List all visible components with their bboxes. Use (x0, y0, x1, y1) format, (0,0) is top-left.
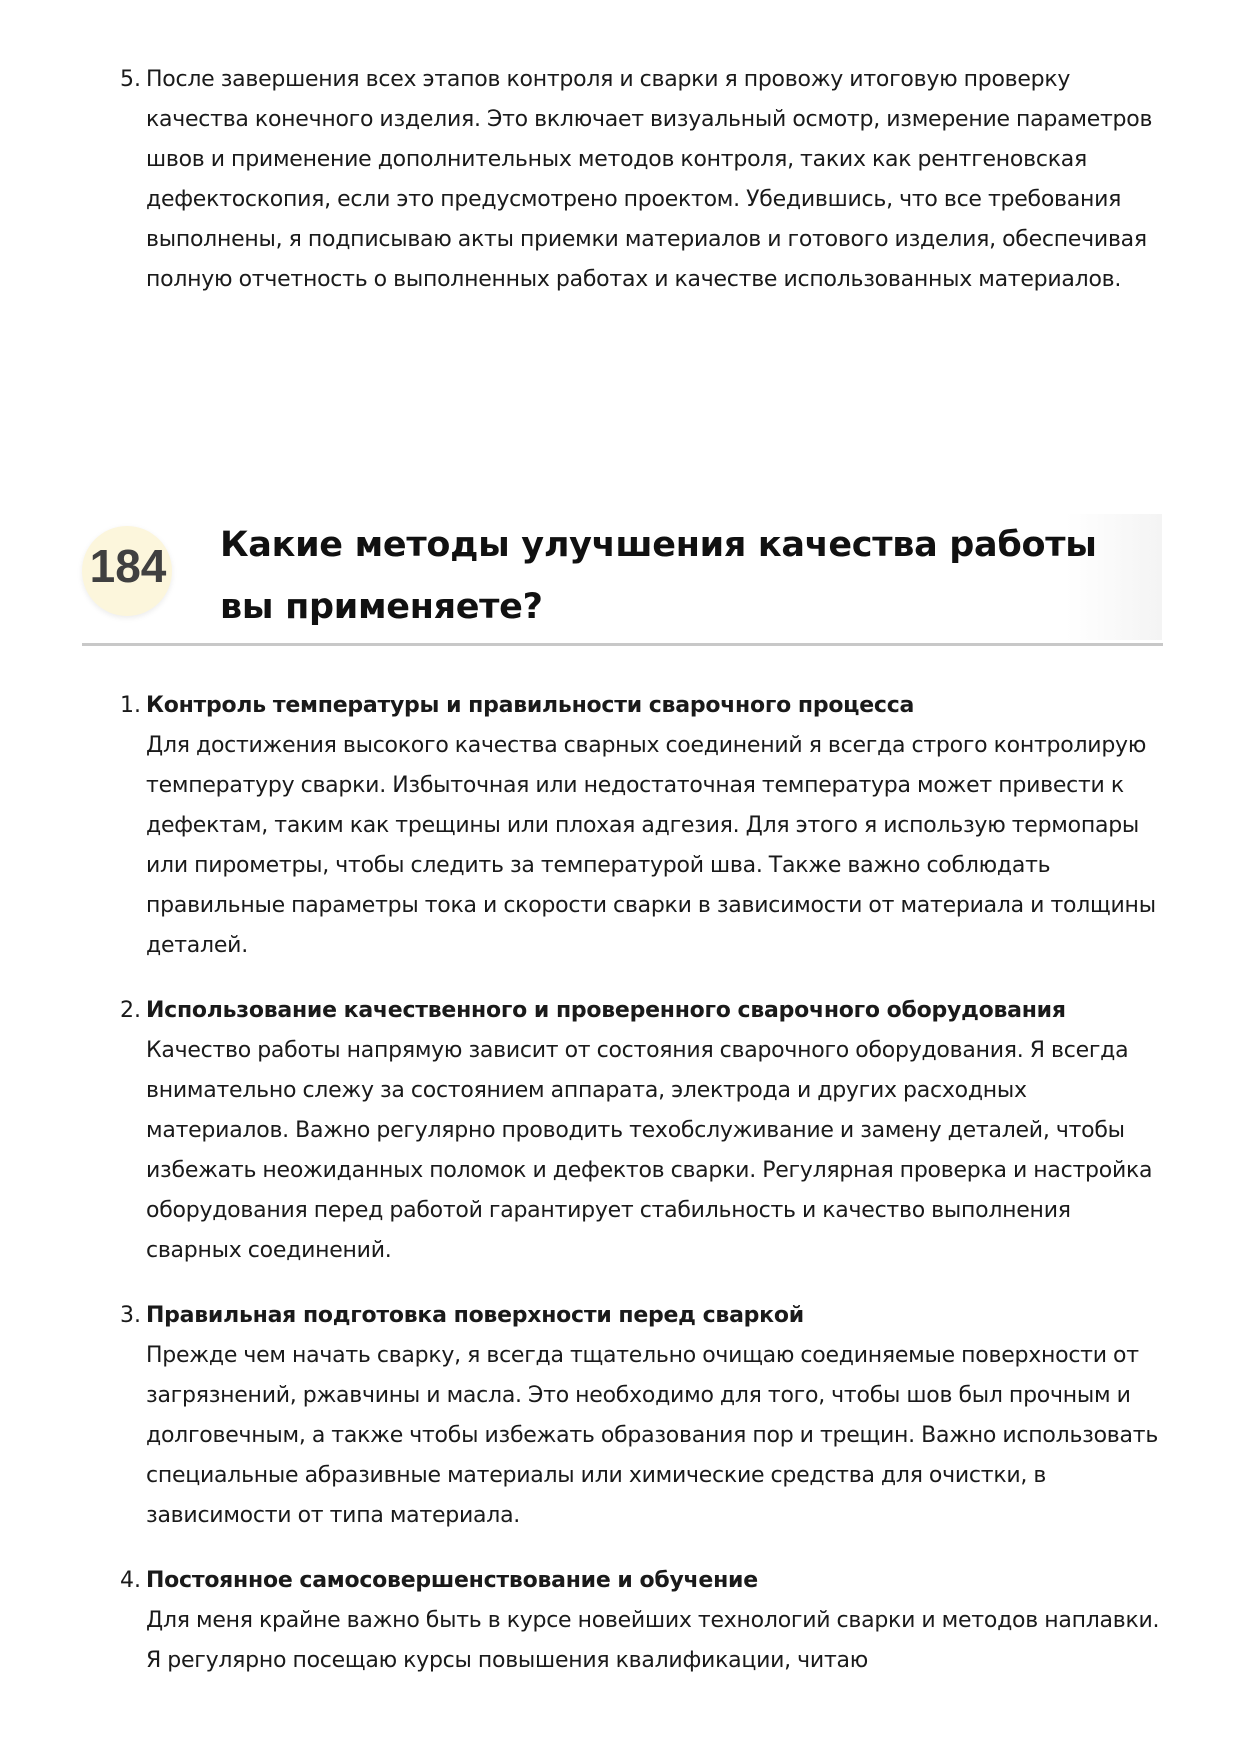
list-item-body (146, 60, 1165, 300)
question-number: 184 (89, 540, 167, 592)
list-item-number: 4. (120, 1568, 141, 1593)
list-item-number: 5. (120, 67, 141, 92)
list-item-1 (120, 686, 1165, 966)
list-item-3 (120, 1296, 1165, 1536)
list-item-body (146, 1561, 1165, 1681)
list-item-4 (120, 1561, 1165, 1681)
list-item-text: Качество работы напрямую зависит от состояния сварочного оборудования. Я всегда внимательно слежу за состоянием аппарата, электрода и других расходных материалов. Важно регулярно проводить техобслуживание и замену деталей, чтобы избежать неожиданных поломок и дефектов сварки. Регулярная проверка и настройка оборудования перед работой гарантирует стабильность и качество выполнения сварных соединений. (146, 1038, 1153, 1263)
list-item-number: 3. (120, 1303, 141, 1328)
list-item-body (146, 1296, 1165, 1536)
list-item-previous-5 (120, 60, 1165, 300)
question-title: Какие методы улучшения качества работы вы применяете? (220, 525, 1097, 627)
list-item-title: Постоянное самосовершенствование и обучение (146, 1568, 758, 1593)
list-item-body (146, 686, 1165, 966)
list-item-title: Правильная подготовка поверхности перед сваркой (146, 1303, 804, 1328)
list-item-title: Контроль температуры и правильности сварочного процесса (146, 693, 915, 718)
question-header (82, 514, 1163, 646)
list-item-title: Использование качественного и проверенного сварочного оборудования (146, 998, 1066, 1023)
list-item-text: После завершения всех этапов контроля и сварки я провожу итоговую проверку качества конечного изделия. Это включает визуальный осмотр, измерение параметров швов и применение дополнительных методов контроля, таких как рентгеновская дефектоскопия, если это предусмотрено проектом. Убедившись, что все требования выполнены, я подписываю акты приемки материалов и готового изделия, обеспечивая полную отчетность о выполненных работах и качестве использованных материалов. (146, 67, 1153, 292)
list-item-body (146, 991, 1165, 1271)
list-item-2 (120, 991, 1165, 1271)
list-item-text: Для меня крайне важно быть в курсе новейших технологий сварки и методов наплавки. Я регулярно посещаю курсы повышения квалификации, читаю (146, 1608, 1160, 1673)
list-item-number: 1. (120, 693, 141, 718)
list-item-text: Прежде чем начать сварку, я всегда тщательно очищаю соединяемые поверхности от загрязнений, ржавчины и масла. Это необходимо для того, чтобы шов был прочным и долговечным, а также чтобы избежать образования пор и трещин. Важно использовать специальные абразивные материалы или химические средства для очистки, в зависимости от типа материала. (146, 1343, 1159, 1528)
list-item-text: Для достижения высокого качества сварных соединений я всегда строго контролирую температуру сварки. Избыточная или недостаточная температура может привести к дефектам, таким как трещины или плохая адгезия. Для этого я использую термопары или пирометры, чтобы следить за температурой шва. Также важно соблюдать правильные параметры тока и скорости сварки в зависимости от материала и толщины деталей. (146, 733, 1156, 958)
list-item-number: 2. (120, 998, 141, 1023)
